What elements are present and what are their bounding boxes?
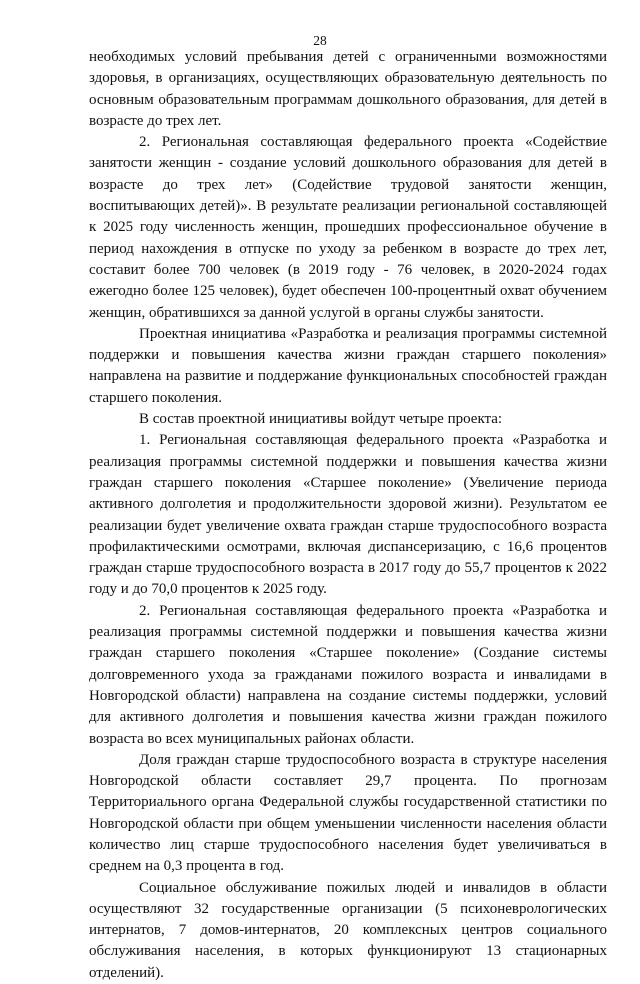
paragraph-project-initiative: Проектная инициатива «Разработка и реализация программы системной поддержки и повышения качества жизни граждан старшего поколения» направлена на развитие и поддержание функциональных способностей граждан старшего поколения. bbox=[89, 325, 607, 406]
paragraph-active-longevity-project: 1. Региональная составляющая федерального проекта «Разработка и реализация программы системной поддержки и повышения качества жизни граждан старшего поколения «Старшее поколение» (Увеличение периода активного долголетия и продолжительности здоровой жизни). Результатом ее реализации будет увеличение охвата граждан старше трудоспособного возраста профилактическими осмотрами, включая диспансеризацию, с 16,6 процентов граждан старше трудоспособного возраста в 2017 году до 55,7 процентов к 2022 году и до 70,0 процентов к 2025 году. bbox=[89, 432, 607, 598]
paragraph-long-term-care-project: 2. Региональная составляющая федерального проекта «Разработка и реализация программы системной поддержки и повышения качества жизни граждан старшего поколения «Старшее поколение» (Создание системы долговременного ухода за гражданами пожилого возраста и инвалидами в Новгородской области) направлена на создание системы поддержки, условий для активного долголетия и повышения качества жизни граждан пожилого возраста во всех муниципальных районах области. bbox=[89, 602, 607, 747]
paragraph-social-services: Социальное обслуживание пожилых людей и инвалидов в области осуществляют 32 государственные организации (5 психоневрологических интернатов, 7 домов-интернатов, 20 комплексных центров социального обслуживания населения, в которых функционируют 13 стационарных отделений). bbox=[89, 879, 607, 981]
paragraph-elderly-share: Доля граждан старше трудоспособного возраста в структуре населения Новгородской области составляет 29,7 процента. По прогнозам Территориального органа Федеральной службы государственной статистики по Новгородской области при общем уменьшении численности населения области количество лиц старше трудоспособного населения будет увеличиваться в среднем на 0,3 процента в год. bbox=[89, 751, 607, 875]
paragraph-women-employment-project: 2. Региональная составляющая федерального проекта «Содействие занятости женщин - создание условий дошкольного образования для детей в возрасте до трех лет» (Содействие трудовой занятости женщин, воспитывающих детей)». В результате реализации региональной составляющей к 2025 году численность женщин, прошедших профессиональное обучение в период нахождения в отпуске по уходу за ребенком в возрасте до трех лет, составит более 700 человек (в 2019 году - 76 человек, в 2020-2024 годах ежегодно более 125 человек), будет обеспечен 100-процентный охват обучением женщин, обратившихся за данной услугой в органы службы занятости. bbox=[89, 134, 607, 321]
document-body bbox=[89, 47, 607, 984]
paragraph-continuation: необходимых условий пребывания детей с ограниченными возможностями здоровья, в организациях, осуществляющих образовательную деятельность по основным образовательным программам дошкольного образования, для детей в возрасте до трех лет. bbox=[89, 49, 607, 129]
page-number: 28 bbox=[313, 33, 327, 48]
paragraph-four-projects: В состав проектной инициативы войдут четыре проекта: bbox=[139, 411, 503, 428]
